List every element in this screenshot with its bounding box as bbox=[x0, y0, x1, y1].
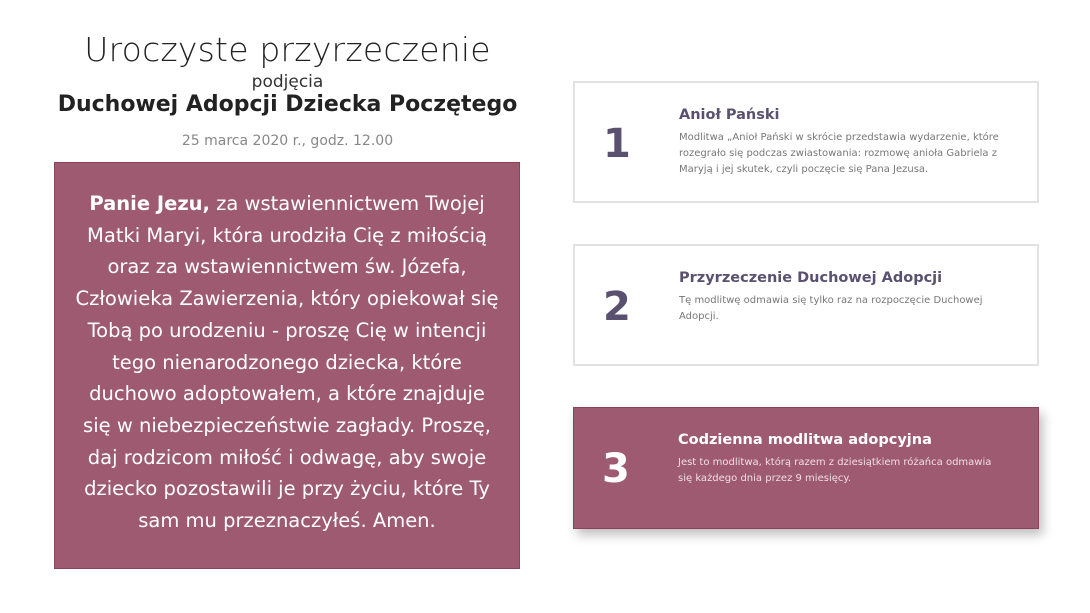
step-title: Przyrzeczenie Duchowej Adopcji bbox=[679, 270, 943, 286]
prayer-line: się w niebezpieczeństwie zagłady. Proszę, bbox=[83, 413, 491, 437]
prayer-line: Matki Maryi, która urodziła Cię z miłością bbox=[87, 223, 487, 247]
step-number: 3 bbox=[602, 446, 630, 492]
step-title: Codzienna modlitwa adopcyjna bbox=[678, 432, 932, 448]
step-number: 2 bbox=[603, 284, 631, 330]
prayer-line: Tobą po urodzeniu - proszę Cię w intencji bbox=[87, 318, 487, 342]
prayer-line: daj rodzicom miłość i odwagę, aby swoje bbox=[87, 445, 487, 469]
page-title: Uroczyste przyrzeczenie bbox=[84, 30, 491, 69]
prayer-line: Człowieka Zawierzenia, który opiekował się bbox=[75, 287, 499, 311]
prayer-line: duchowo adoptowałem, a które znajduje bbox=[89, 382, 485, 406]
step-number: 1 bbox=[603, 121, 631, 167]
prayer-line bbox=[55, 188, 519, 220]
prayer-box bbox=[54, 162, 520, 569]
step-description: Tę modlitwę odmawia się tylko raz na rozpoczęcie Duchowej Adopcji. bbox=[679, 295, 983, 322]
page-subtitle: podjęcia bbox=[251, 72, 324, 92]
prayer-bold-start: Panie Jezu, bbox=[89, 192, 210, 215]
event-date: 25 marca 2020 r., godz. 12.00 bbox=[181, 133, 394, 149]
prayer-line: sam mu przeznaczyłeś. Amen. bbox=[138, 509, 436, 533]
prayer-line: tego nienarodzonego dziecka, które bbox=[112, 350, 462, 374]
step-title: Anioł Pański bbox=[679, 107, 780, 123]
step-description: Jest to modlitwa, którą razem z dziesiątkiem różańca odmawia się każdego dnia przez 9 miesięcy. bbox=[678, 457, 992, 484]
prayer-line-text: za wstawiennictwem Twojej bbox=[209, 192, 485, 215]
step-card-3[interactable] bbox=[573, 407, 1039, 529]
step-card-1[interactable] bbox=[573, 81, 1039, 203]
prayer-line: dziecko pozostawili je przy życiu, które Ty bbox=[84, 477, 490, 501]
prayer-line: oraz za wstawiennictwem św. Józefa, bbox=[107, 255, 467, 279]
step-card-2[interactable] bbox=[573, 244, 1039, 366]
step-description: Modlitwa „Anioł Pański w skrócie przedstawia wydarzenie, które rozegrało się podczas zwiastowania: rozmowę anioła Gabriela z Maryją i jej skutek, czyli poczęcie się Pana Jezusa. bbox=[679, 132, 999, 175]
page-heading: Duchowej Adopcji Dziecka Poczętego bbox=[57, 92, 518, 117]
